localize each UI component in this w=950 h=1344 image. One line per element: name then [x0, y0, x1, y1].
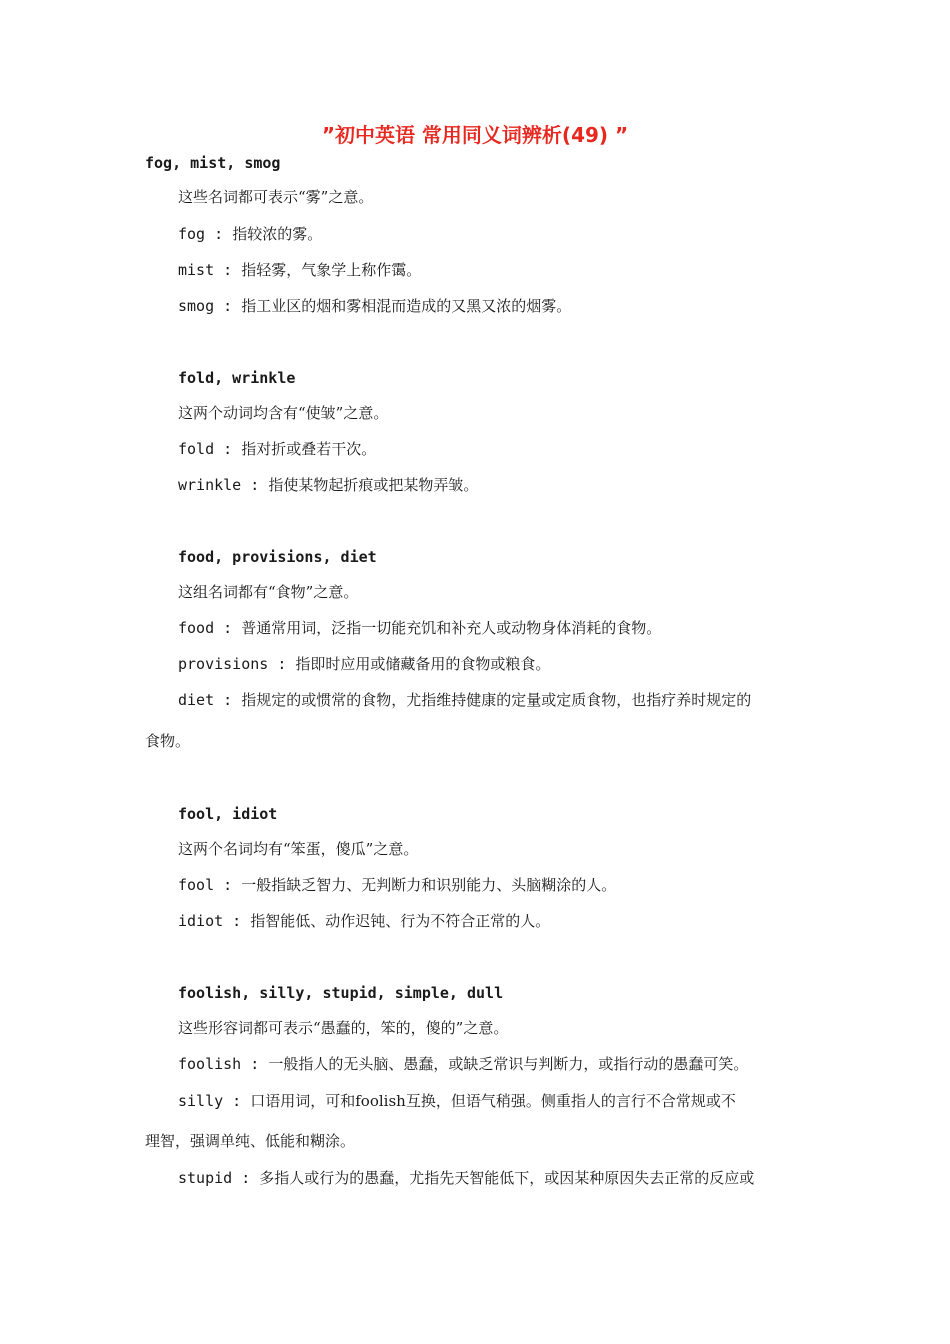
entry-text: 普通常用词，泛指一切能充饥和补充人或动物身体消耗的食物。: [241, 619, 662, 637]
entry-line: [178, 1053, 748, 1075]
entry-separator: :: [223, 1092, 251, 1110]
entry-line: [178, 653, 550, 675]
entry-term: mist: [178, 261, 215, 279]
document-title: ”初中英语 常用同义词辨析(49) ”: [321, 123, 629, 147]
entry-text: 指使某物起折痕或把某物弄皱。: [268, 476, 479, 494]
entry-term: diet: [178, 691, 215, 709]
entry-term: stupid: [178, 1169, 233, 1187]
entry-term: fool: [178, 876, 215, 894]
entry-text: 指对折或叠若干次。: [241, 440, 377, 458]
entry-term: idiot: [178, 912, 224, 930]
entry-line: [178, 1090, 736, 1112]
entry-text: 口语用词，可和foolish互换，但语气稍强。侧重指人的言行不合常规或不: [250, 1092, 736, 1110]
entry-separator: :: [214, 619, 242, 637]
entry-text: 一般指人的无头脑、愚蠢，或缺乏常识与判断力，或指行动的愚蠢可笑。: [268, 1055, 749, 1073]
entry-separator: :: [214, 297, 242, 315]
entry-term: fog: [178, 225, 206, 243]
entry-term: silly: [178, 1092, 224, 1110]
entry-separator: :: [214, 876, 242, 894]
entry-text: 指规定的或惯常的食物，尤指维持健康的定量或定质食物，也指疗养时规定的: [241, 691, 752, 709]
entry-term: foolish: [178, 1055, 242, 1073]
entry-separator: :: [232, 1169, 260, 1187]
entry-term: fold: [178, 440, 215, 458]
entry-line: [178, 1167, 754, 1189]
group-heading: fog, mist, smog: [145, 154, 281, 172]
group-heading: food, provisions, diet: [178, 548, 377, 566]
entry-line: [178, 689, 751, 711]
entry-text: 指轻雾，气象学上称作霭。: [241, 261, 422, 279]
entry-line: [178, 259, 421, 281]
entry-text: 一般指缺乏智力、无判断力和识别能力、头脑糊涂的人。: [241, 876, 617, 894]
entry-text: 指智能低、动作迟钝、行为不符合正常的人。: [250, 912, 551, 930]
entry-continuation: 理智，强调单纯、低能和糊涂。: [145, 1132, 356, 1150]
entry-line: [178, 617, 661, 639]
entry-term: smog: [178, 297, 215, 315]
entry-term: provisions: [178, 655, 269, 673]
entry-term: wrinkle: [178, 476, 242, 494]
entry-continuation: 食物。: [145, 732, 191, 750]
group-heading: fool, idiot: [178, 805, 278, 823]
group-heading: fold, wrinkle: [178, 369, 296, 387]
group-intro: 这两个名词均有“笨蛋，傻瓜”之意。: [178, 840, 419, 858]
entry-separator: :: [205, 225, 233, 243]
entry-text: 指工业区的烟和雾相混而造成的又黑又浓的烟雾。: [241, 297, 572, 315]
entry-separator: :: [223, 912, 251, 930]
entry-term: food: [178, 619, 215, 637]
group-intro: 这些形容词都可表示“愚蠢的，笨的，傻的”之意。: [178, 1019, 509, 1037]
entry-separator: :: [214, 261, 242, 279]
entry-text: 指即时应用或储藏备用的食物或粮食。: [295, 655, 551, 673]
entry-separator: :: [268, 655, 296, 673]
entry-text: 指较浓的雾。: [232, 225, 323, 243]
entry-separator: :: [214, 440, 242, 458]
entry-line: [178, 910, 550, 932]
entry-separator: :: [241, 476, 269, 494]
group-heading: foolish, silly, stupid, simple, dull: [178, 984, 504, 1002]
group-intro: 这些名词都可表示“雾”之意。: [178, 188, 374, 206]
group-intro: 这组名词都有“食物”之意。: [178, 583, 359, 601]
entry-line: [178, 295, 571, 317]
entry-text: 多指人或行为的愚蠢，尤指先天智能低下，或因某种原因失去正常的反应或: [259, 1169, 755, 1187]
entry-line: [178, 223, 322, 245]
entry-line: [178, 874, 616, 896]
entry-line: [178, 474, 478, 496]
entry-separator: :: [241, 1055, 269, 1073]
group-intro: 这两个动词均含有“使皱”之意。: [178, 404, 389, 422]
entry-separator: :: [214, 691, 242, 709]
entry-line: [178, 438, 376, 460]
